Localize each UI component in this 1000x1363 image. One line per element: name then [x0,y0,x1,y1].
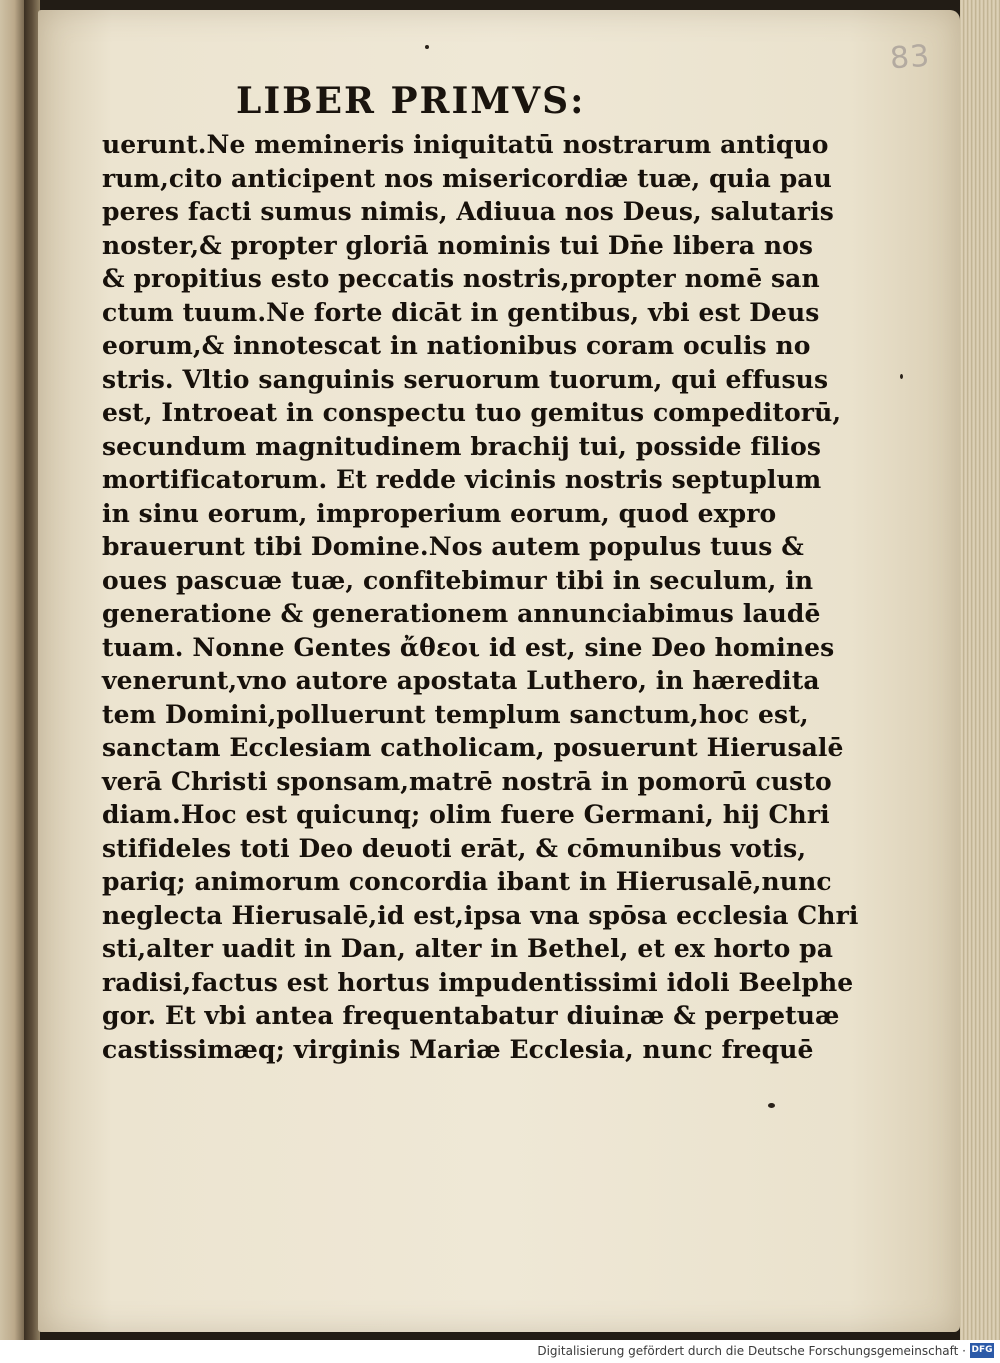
text-line: stris. Vltio sanguinis seruorum tuorum, qui effusus [102,364,829,394]
text-line: radisi,factus est hortus impudentissimi idoli Beelphe [102,967,854,997]
text-line: & propitius esto peccatis nostris,propter nomē san [102,264,820,293]
left-page-edge [0,0,24,1340]
paper-speck [900,374,903,379]
text-line: verā Christi sponsam,matrē nostrā in pomorū custo [102,766,832,796]
text-line: stifideles toti Deo deuoti erāt, & cōmunibus votis, [102,833,807,863]
text-line: tuam. Nonne Gentes ἄθεοι id est, sine Deo homines [102,632,835,662]
text-line: brauerunt tibi Domine.Nos autem populus tuus & [102,532,804,561]
text-line: peres facti sumus nimis, Adiuua nos Deus, salutaris [102,197,834,226]
text-line: est, Introeat in conspectu tuo gemitus compeditorū, [102,398,842,427]
text-line: noster,& propter gloriā nominis tui Dn̄e libera nos [102,230,814,260]
paper-speck [768,1103,775,1108]
text-line: gor. Et vbi antea frequentabatur diuinæ & perpetuæ [102,1001,840,1030]
paper-speck [425,45,429,49]
text-line: tem Domini,polluerunt templum sanctum,hoc est, [102,699,809,729]
text-line: in sinu eorum, improperium eorum, quod expro [102,498,777,528]
text-line: sti,alter uadit in Dan, alter in Bethel, et ex horto pa [102,934,834,963]
text-line: diam.Hoc est quicunq; olim fuere Germani, hij Chri [102,800,830,829]
text-line: uerunt.Ne memineris iniquitatū nostrarum antiquo [102,130,829,159]
body-text [102,128,859,1066]
text-line: castissimæq; virginis Mariæ Ecclesia, nunc frequē [102,1034,814,1064]
text-line: rum,cito anticipent nos misericordiæ tuæ, quia pau [102,163,832,193]
dfg-logo: DFG [970,1343,994,1358]
text-line: eorum,& innotescat in nationibus coram oculis no [102,331,811,360]
text-line: ctum tuum.Ne forte dicāt in gentibus, vbi est Deus [102,297,820,327]
text-line: pariq; animorum concordia ibant in Hierusalē,nunc [102,867,832,896]
page-stack-edge [960,0,1000,1340]
digitization-credit: Digitalisierung gefördert durch die Deutsche Forschungsgemeinschaft · [537,1344,966,1358]
text-line: mortificatorum. Et redde vicinis nostris septuplum [102,465,822,494]
text-line: secundum magnitudinem brachij tui, posside filios [102,431,822,461]
text-line: oues pascuæ tuæ, confitebimur tibi in seculum, in [102,565,814,595]
running-head: LIBER PRIMVS: [236,80,586,122]
text-line: sanctam Ecclesiam catholicam, posuerunt Hierusalē [102,733,844,762]
text-line: generatione & generationem annunciabimus laudē [102,599,821,628]
text-line: venerunt,vno autore apostata Luthero, in hæredita [102,666,820,695]
folio-number: 83 [888,38,932,77]
text-line: neglecta Hierusalē,id est,ipsa vna spōsa ecclesia Chri [102,900,859,930]
